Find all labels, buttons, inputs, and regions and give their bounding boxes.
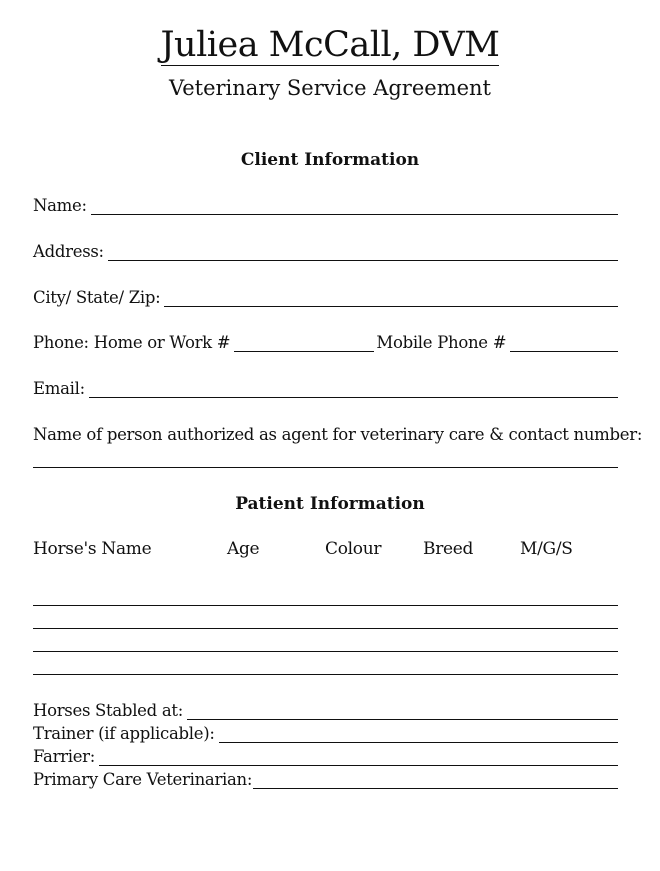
- name-row: [33, 198, 618, 215]
- column-age: Age: [227, 539, 260, 559]
- trainer-label: Trainer (if applicable):: [33, 724, 215, 743]
- client-information-heading: Client Information: [240, 150, 420, 170]
- email-label: Email:: [33, 379, 85, 398]
- page-title: [0, 25, 660, 66]
- trainer-field[interactable]: [219, 741, 618, 743]
- address-row: [33, 244, 618, 261]
- home-work-phone-label: Phone: Home or Work #: [33, 333, 231, 352]
- column-mgs: M/G/S: [520, 539, 573, 559]
- patient-entry-line[interactable]: [33, 605, 618, 606]
- farrier-label: Farrier:: [33, 747, 96, 766]
- column-horse-name: Horse's Name: [33, 539, 152, 559]
- farrier-field[interactable]: [99, 764, 618, 766]
- stabled-label: Horses Stabled at:: [33, 701, 183, 720]
- city-state-zip-row: [33, 290, 618, 307]
- primary-vet-row: [33, 772, 618, 789]
- primary-vet-field[interactable]: [253, 787, 618, 789]
- patient-entry-line[interactable]: [33, 628, 618, 629]
- phone-row: [33, 335, 618, 352]
- column-breed: Breed: [423, 539, 474, 559]
- stabled-field[interactable]: [187, 718, 618, 720]
- mobile-phone-field[interactable]: [510, 350, 618, 352]
- home-work-phone-field[interactable]: [234, 350, 374, 352]
- primary-vet-label: Primary Care Veterinarian:: [33, 770, 253, 789]
- mobile-phone-label: Mobile Phone #: [376, 333, 507, 352]
- email-field[interactable]: [89, 396, 618, 398]
- agent-label: Name of person authorized as agent for veterinary care & contact number:: [33, 425, 643, 444]
- name-field[interactable]: [91, 213, 618, 215]
- patient-entry-line[interactable]: [33, 674, 618, 675]
- name-label: Name:: [33, 196, 87, 215]
- farrier-row: [33, 749, 618, 766]
- city-state-zip-field[interactable]: [164, 305, 618, 307]
- address-field[interactable]: [108, 259, 618, 261]
- city-state-zip-label: City/ State/ Zip:: [33, 288, 161, 307]
- patient-information-heading: Patient Information: [235, 494, 425, 514]
- email-row: [33, 381, 618, 398]
- trainer-row: [33, 726, 618, 743]
- stabled-row: [33, 703, 618, 720]
- column-colour: Colour: [325, 539, 382, 559]
- agent-row: [33, 425, 643, 444]
- agent-field[interactable]: [33, 467, 618, 468]
- address-label: Address:: [33, 242, 104, 261]
- patient-entry-line[interactable]: [33, 651, 618, 652]
- page-subtitle: Veterinary Service Agreement: [168, 76, 491, 100]
- title-text: Juliea McCall, DVM: [160, 25, 500, 65]
